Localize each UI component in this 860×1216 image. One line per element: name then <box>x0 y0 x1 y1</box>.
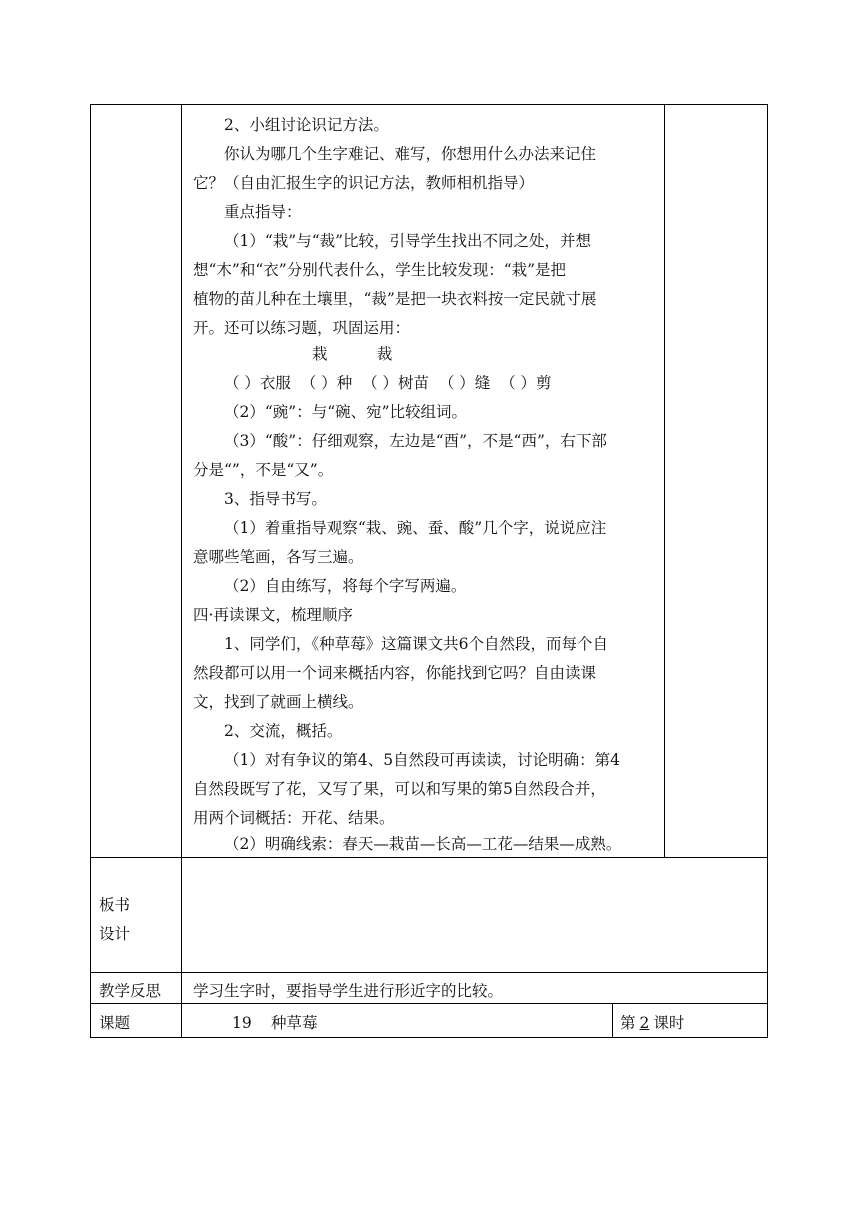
content-line: （1）着重指导观察“栽、豌、蚕、酸”几个字，说说应注 <box>224 519 607 537</box>
content-line: 开。还可以练习题，巩固运用： <box>193 319 411 337</box>
reflection-label: 教学反思 <box>99 982 162 1000</box>
period-column-divider <box>612 1003 613 1038</box>
table-left-border <box>90 104 91 1038</box>
notes-column-divider <box>664 104 665 858</box>
period-prefix: 第 <box>620 1014 636 1032</box>
board-design-label-line2: 设计 <box>99 925 131 943</box>
lesson-number: 19 <box>232 1014 252 1032</box>
content-line: 想“木”和“衣”分别代表什么，学生比较发现：“栽”是把 <box>193 261 567 279</box>
content-line: 分是“”，不是“又”。 <box>193 461 334 479</box>
content-line: （1）对有争议的第4、5自然段可再读读，讨论明确：第4 <box>224 751 620 769</box>
board-row-bottom-border <box>90 972 767 973</box>
period-number: 2 <box>639 1014 650 1032</box>
content-line: （1）“栽”与“裁”比较，引导学生找出不同之处，并想 <box>224 232 592 250</box>
table-top-border <box>90 104 767 105</box>
lesson-title-label: 课题 <box>99 1014 131 1032</box>
exercise-blanks: （ ）衣服 （ ）种 （ ）树苗 （ ）缝 （ ）剪 <box>224 374 552 392</box>
content-line: 你认为哪几个生字难记、难写，你想用什么办法来记住 <box>224 145 597 163</box>
reflection-content: 学习生字时，要指导学生进行形近字的比较。 <box>193 982 504 1000</box>
period-suffix: 课时 <box>653 1014 685 1032</box>
content-line: （2）“豌”：与“碗、宛”比较组词。 <box>224 403 468 421</box>
content-line: （2）自由练写，将每个字写两遍。 <box>224 577 467 595</box>
reflection-row-bottom-border <box>90 1003 767 1004</box>
content-line: （2）明确线索：春天—栽苗—长高—工花—结果—成熟。 <box>224 835 622 853</box>
label-column-divider <box>181 104 182 1038</box>
content-line: 3、指导书写。 <box>224 490 327 508</box>
content-line: 用两个词概括：开花、结果。 <box>193 809 395 827</box>
content-row-bottom-border <box>90 857 767 858</box>
board-design-label-line1: 板书 <box>99 896 131 914</box>
section-heading: 四·再读课文，梳理顺序 <box>193 606 353 624</box>
content-line: 它？（自由汇报生字的识记方法，教师相机指导） <box>193 174 535 192</box>
content-line: 然段都可以用一个词来概括内容，你能找到它吗？自由读课 <box>193 664 597 682</box>
table-right-border <box>767 104 768 1038</box>
content-line: 意哪些笔画，各写三遍。 <box>193 548 364 566</box>
lesson-period <box>620 1013 684 1033</box>
content-line: 重点指导： <box>224 203 302 221</box>
content-line: 自然段既写了花，又写了果，可以和写果的第5自然段合并， <box>193 780 606 798</box>
content-line: 2、交流，概括。 <box>224 722 343 740</box>
content-line: 植物的苗儿种在土壤里，“裁”是把一块衣料按一定民就寸展 <box>193 290 597 308</box>
content-line: 1、同学们，《种草莓》这篇课文共6个自然段，而每个自 <box>224 635 608 653</box>
content-line: （3）“酸”：仔细观察，左边是“酉”，不是“西”，右下部 <box>224 432 607 450</box>
lesson-title: 种草莓 <box>271 1014 318 1032</box>
exercise-characters: 栽 裁 <box>312 345 393 363</box>
content-line: 文，找到了就画上横线。 <box>193 693 364 711</box>
content-line: 2、小组讨论识记方法。 <box>224 116 389 134</box>
table-bottom-border <box>90 1037 767 1038</box>
